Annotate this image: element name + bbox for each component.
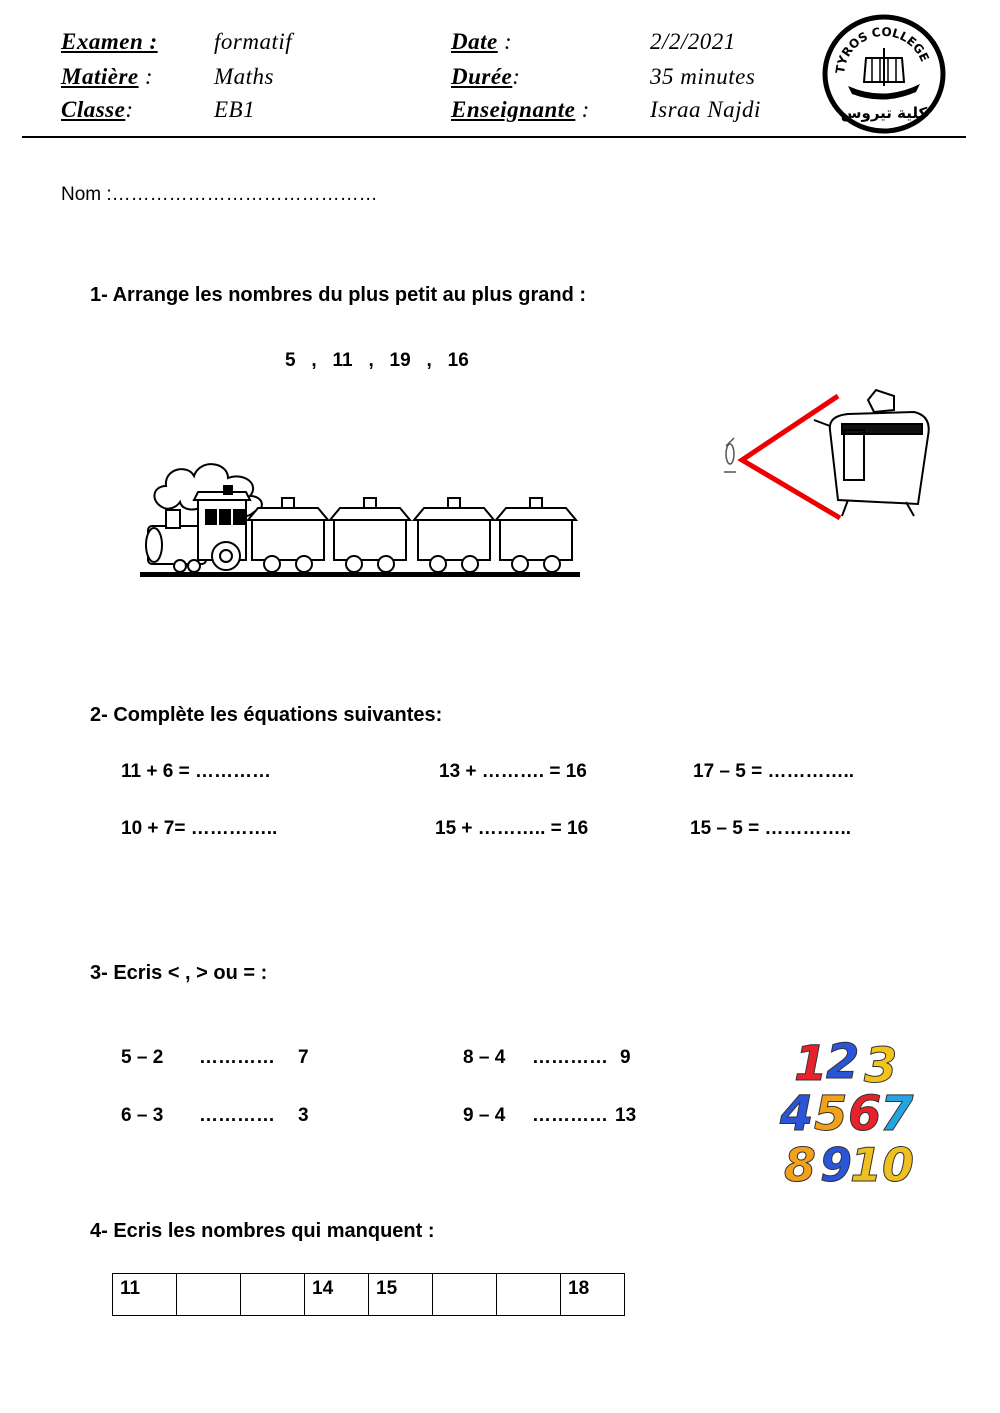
equation-5: 15 + ……….. = 16 bbox=[435, 818, 589, 839]
equation-1: 11 + 6 = ………… bbox=[121, 761, 271, 782]
digit-2: 2 bbox=[826, 1034, 860, 1090]
wagon-2 bbox=[330, 498, 410, 572]
table-cell-6[interactable] bbox=[433, 1274, 497, 1316]
date-row-label bbox=[451, 29, 512, 55]
compare-2-blank: ………… bbox=[532, 1047, 608, 1068]
digit-10: 10 bbox=[850, 1138, 915, 1192]
subject-row-label bbox=[61, 64, 153, 90]
table-cell-8[interactable]: 18 bbox=[561, 1274, 625, 1316]
digit-5: 5 bbox=[814, 1086, 848, 1142]
teacher-colon: : bbox=[575, 97, 590, 122]
table-cell-4[interactable]: 14 bbox=[305, 1274, 369, 1316]
compare-4-blank: ………… bbox=[532, 1105, 608, 1126]
big-figure bbox=[814, 390, 929, 516]
compare-2-left: 8 – 4 bbox=[463, 1047, 506, 1068]
table-row bbox=[113, 1274, 625, 1316]
q4-title: 4- Ecris les nombres qui manquent : bbox=[90, 1220, 435, 1242]
name-field[interactable]: Nom :…………………………………… bbox=[61, 184, 378, 205]
compare-3-right: 3 bbox=[298, 1105, 309, 1126]
q2-title: 2- Complète les équations suivantes: bbox=[90, 704, 443, 726]
date-value: 2/2/2021 bbox=[650, 29, 736, 54]
date-colon: : bbox=[497, 29, 513, 54]
q1-numbers: 5 , 11 , 19 , 16 bbox=[285, 350, 469, 371]
logo-text: TYROS COLLEGE bbox=[832, 24, 932, 75]
compare-4-right: 13 bbox=[615, 1105, 637, 1126]
compare-3-left: 6 – 3 bbox=[121, 1105, 164, 1126]
wagon-4 bbox=[496, 498, 576, 572]
table-cell-1[interactable]: 11 bbox=[113, 1274, 177, 1316]
q1-title: 1- Arrange les nombres du plus petit au plus grand : bbox=[90, 284, 586, 306]
duration-row-label bbox=[451, 64, 520, 90]
small-figure bbox=[724, 438, 736, 472]
digit-7: 7 bbox=[880, 1086, 914, 1142]
digit-4: 4 bbox=[780, 1086, 814, 1142]
compare-2-right: 9 bbox=[620, 1047, 631, 1068]
table-cell-3[interactable] bbox=[241, 1274, 305, 1316]
equation-4: 10 + 7= ………….. bbox=[121, 818, 278, 839]
compare-4-left: 9 – 4 bbox=[463, 1105, 506, 1126]
duration-value: 35 minutes bbox=[650, 64, 756, 89]
logo-arabic-text: كلية تيروس bbox=[840, 104, 928, 122]
class-row-label bbox=[61, 97, 134, 123]
header-divider bbox=[22, 136, 966, 138]
compare-1-blank: ………… bbox=[199, 1047, 275, 1068]
compare-3-blank: ………… bbox=[199, 1105, 275, 1126]
compare-1-left: 5 – 2 bbox=[121, 1047, 164, 1068]
date-label: Date bbox=[451, 29, 498, 54]
exam-value: formatif bbox=[214, 29, 293, 54]
subject-value: Maths bbox=[214, 64, 274, 89]
equation-3: 17 – 5 = ………….. bbox=[693, 761, 855, 782]
table-cell-7[interactable] bbox=[497, 1274, 561, 1316]
compare-1-right: 7 bbox=[298, 1047, 309, 1068]
digit-1: 1 bbox=[794, 1036, 828, 1092]
teacher-row-label bbox=[451, 97, 590, 123]
wagon-3 bbox=[414, 498, 494, 572]
exam-label: Examen : bbox=[61, 29, 158, 54]
digit-6: 6 bbox=[848, 1086, 882, 1142]
teacher-value: Israa Najdi bbox=[650, 97, 761, 122]
rail bbox=[140, 572, 580, 577]
q3-title: 3- Ecris < , > ou = : bbox=[90, 962, 268, 984]
digit-8: 8 bbox=[784, 1138, 817, 1192]
teacher-label: Enseignante bbox=[451, 97, 576, 122]
class-label: Classe bbox=[61, 97, 126, 122]
class-colon: : bbox=[125, 97, 134, 122]
equation-6: 15 – 5 = ………….. bbox=[690, 818, 852, 839]
digit-9: 9 bbox=[820, 1138, 853, 1192]
class-value: EB1 bbox=[214, 97, 256, 122]
subject-colon: : bbox=[138, 64, 154, 89]
equation-2: 13 + ………. = 16 bbox=[439, 761, 587, 782]
missing-numbers-table bbox=[112, 1273, 625, 1316]
digit-3: 3 bbox=[864, 1038, 898, 1094]
red-comparison-sign bbox=[742, 396, 840, 518]
greater-than-illustration bbox=[718, 386, 936, 522]
duration-label: Durée bbox=[451, 64, 513, 89]
subject-label: Matière bbox=[61, 64, 139, 89]
colorful-numbers-illustration bbox=[780, 1036, 920, 1192]
duration-colon: : bbox=[512, 64, 521, 89]
table-cell-2[interactable] bbox=[177, 1274, 241, 1316]
school-logo bbox=[822, 14, 946, 134]
wagon-1 bbox=[248, 498, 328, 572]
train-illustration bbox=[136, 446, 582, 580]
table-cell-5[interactable]: 15 bbox=[369, 1274, 433, 1316]
